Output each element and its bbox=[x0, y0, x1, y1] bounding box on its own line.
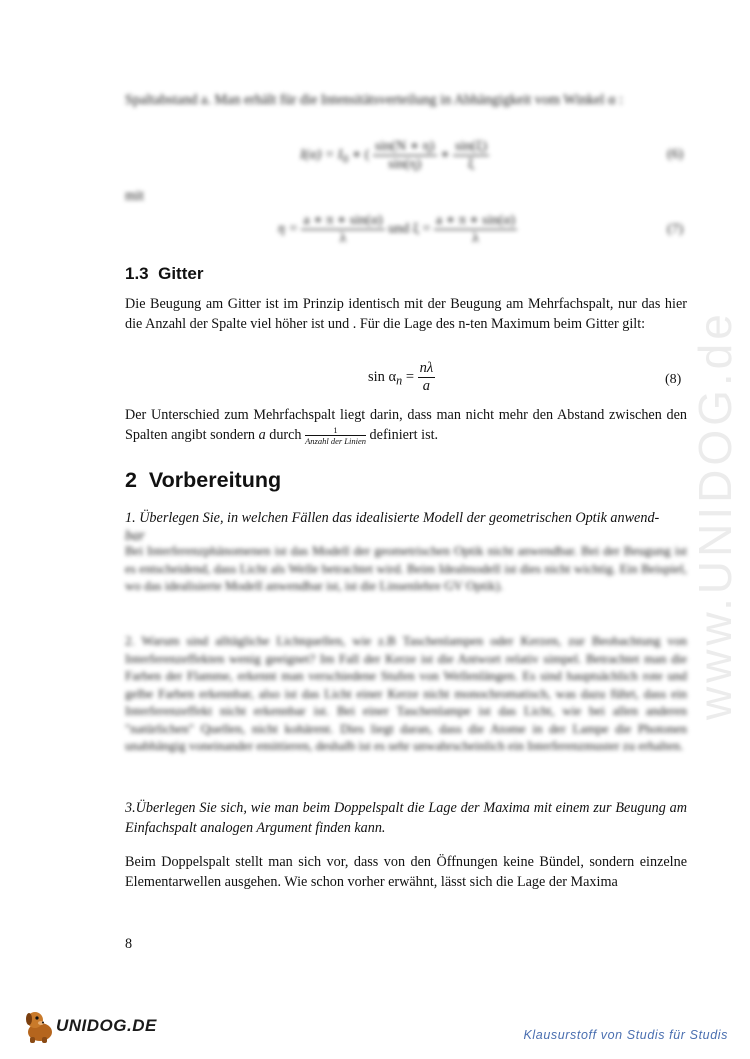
gitter-paragraph-1: Die Beugung am Gitter ist im Prinzip identisch mit der Beugung am Mehrfachspalt, nur das hier die Anzahl der Spalte viel höher ist und . Für die Lage des n-ten Maximum beim Gitter gilt: bbox=[125, 296, 687, 332]
page-number: 8 bbox=[125, 936, 133, 952]
answer-3: Beim Doppelspalt stellt man sich vor, dass von den Öffnungen keine Bündel, sondern einzelne Elementarwellen ausgehen. Wie schon vorher erwähnt, lässt sich die Lage der Maxima bbox=[125, 854, 687, 890]
question-1: 1. Überlegen Sie, in welchen Fällen das idealisierte Modell der geometrischen Optik anwend- bbox=[125, 510, 660, 526]
section-number: 2 bbox=[125, 468, 137, 492]
logo-text: UNIDOG.DE bbox=[56, 1016, 157, 1035]
equation-8: $\sin \alpha_n$ = $\frac{n\lambda}{a}$ bbox=[368, 360, 434, 394]
equation-6: $I(\alpha) = I_0$ ∗ ( $\frac{\sin(N ∗ \eta)}{\sin(\eta)}$ ∗ $\frac{\sin(\xi)}{\xi}$ bbox=[300, 139, 487, 172]
unidog-logo bbox=[22, 1006, 157, 1046]
section-1-3-heading bbox=[125, 264, 203, 284]
section-title: Gitter bbox=[158, 264, 204, 283]
section-2-heading bbox=[125, 468, 281, 493]
question-3: 3.Überlegen Sie sich, wie man beim Doppelspalt die Lage der Maxima mit einem zur Beugung am Einfachspalt analogen Argument finden kann. bbox=[125, 800, 687, 836]
section-number: 1.3 bbox=[125, 264, 149, 283]
question-2-and-answer: 2. Warum sind alltägliche Lichtquellen, wie z.B Taschenlampen oder Kerzen, zur Beobachtung von Interferenzeffekten wenig geeignet? Im Fall der Kerze ist die Antwort relativ simpel. Betrachtet man die Farben der Flamme, erkennt man verschiedene Stufen von Wellenlängen. Es sind hauptsächlich rote und gelbe Farben erkennbar, also ist das Licht einer Kerze nicht monochromatisch, was dazu führt, dass ein Interferenzeffekt nicht erkennbar ist. Bei einer Taschenlampe ist das Licht, wie bei allen anderen "natürlichen" Quellen, nicht kohärent. Dies liegt daran, dass die Atome in der Lampe die Photonen unabhängig voneinander emittieren, deshalb ist es sehr unwahrscheinlich ein Interferenzmuster zu erhalten. bbox=[125, 633, 687, 753]
equation-7: η = $\frac{a ∗ \pi ∗ \sin(\alpha)}{\lambda}$ und ξ = $\frac{a ∗ \pi ∗ \sin(\alpha)}{\lambda}$ bbox=[278, 213, 516, 246]
equation-7-number: (7) bbox=[667, 222, 684, 237]
gitter-paragraph-2: Der Unterschied zum Mehrfachspalt liegt darin, dass man nicht mehr den Abstand zwischen den Spalten angibt sondern a durch $\frac{1}{\text{Anzahl der Linien}}$ definiert ist. bbox=[125, 407, 687, 447]
question-1-cont: bar bbox=[125, 528, 145, 544]
section-title: Vorbereitung bbox=[148, 468, 282, 492]
equation-8-number: (8) bbox=[665, 372, 682, 387]
footer-tagline: Klausurstoff von Studis für Studis bbox=[523, 1028, 728, 1042]
blurred-top-line: Spaltabstand a. Man erhält für die Intensitätsverteilung in Abhängigkeit vom Winkel α : bbox=[125, 92, 623, 108]
equation-6-number: (6) bbox=[667, 147, 684, 162]
watermark: www.UNIDOG.de bbox=[689, 310, 741, 720]
answer-1: Bei Interferenzphänomenen ist das Modell der geometrischen Optik nicht anwendbar. Bei der Beugung ist es entscheidend, dass Licht als Welle betrachtet wird. Beim Idealmodell ist dies nicht wichtig. Ein Beispiel, wo das idealisierte Modell anwendbar ist, ist die Linsenlehre GV Optik). bbox=[125, 543, 687, 593]
inline-fraction: $\frac{1}{\text{Anzahl der Linien}}$ bbox=[305, 425, 366, 447]
mit-label: mit bbox=[125, 188, 144, 204]
